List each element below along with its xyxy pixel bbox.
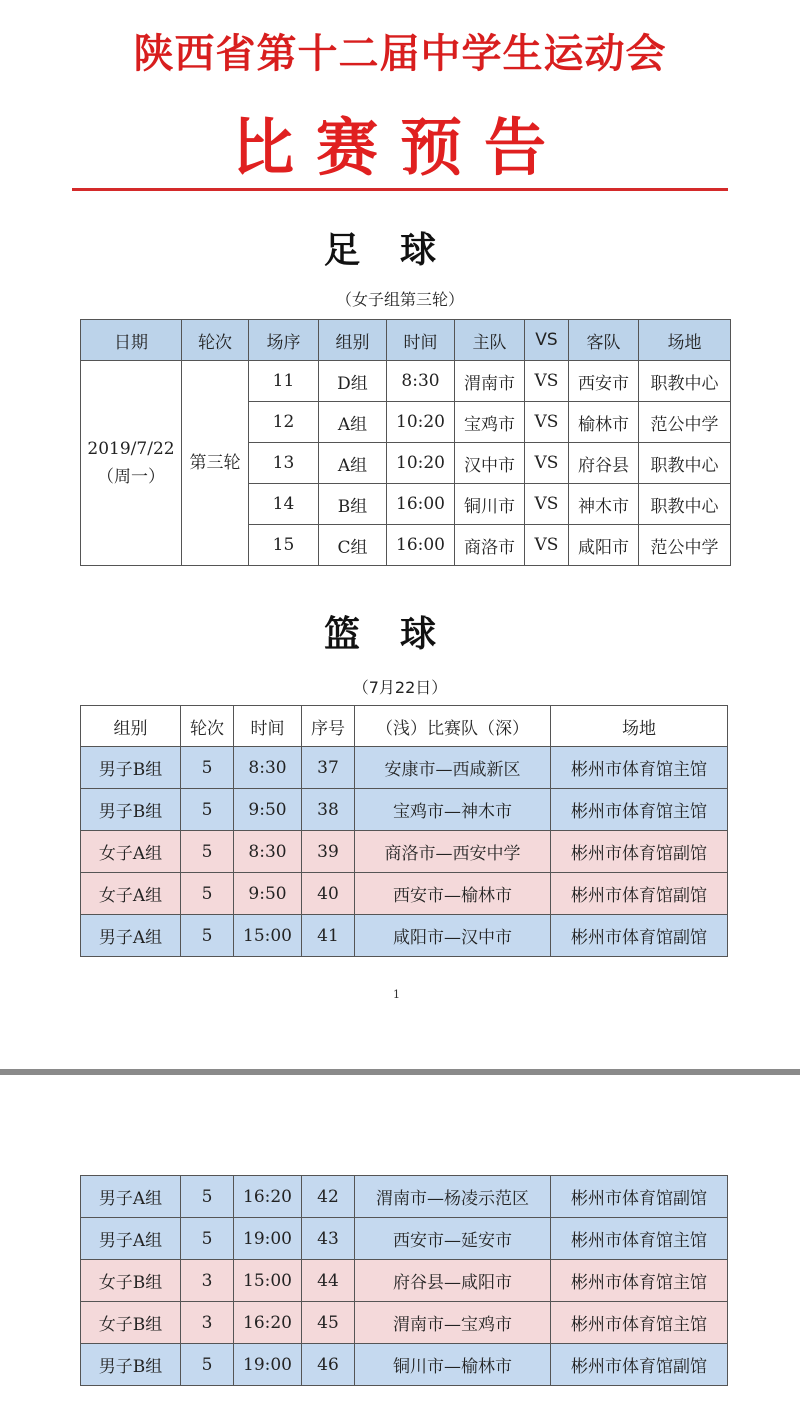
home-team: 铜川市 [455, 484, 525, 525]
venue: 彬州市体育馆副馆 [551, 831, 728, 873]
match-date: 2019/7/22 [87, 439, 175, 459]
time: 9:50 [234, 789, 302, 831]
time: 16:00 [387, 525, 455, 566]
group: 男子A组 [81, 1176, 181, 1218]
group: 男子B组 [81, 789, 181, 831]
match-number: 12 [249, 402, 319, 443]
away-team: 榆林市 [569, 402, 639, 443]
notice-title: 比赛预告 [231, 111, 568, 184]
venue: 职教中心 [639, 443, 731, 484]
group: A组 [319, 443, 387, 484]
teams: 渭南市—杨凌示范区 [355, 1176, 551, 1218]
table-row [81, 873, 728, 915]
vs-label: VS [525, 443, 569, 484]
table-row [81, 1344, 728, 1386]
group: 男子A组 [81, 915, 181, 957]
football-header-cell: 主队 [455, 320, 525, 361]
teams: 府谷县—咸阳市 [355, 1260, 551, 1302]
group: D组 [319, 361, 387, 402]
page-separator [0, 1066, 800, 1078]
time: 10:20 [387, 402, 455, 443]
match-number: 14 [249, 484, 319, 525]
teams: 安康市—西咸新区 [355, 747, 551, 789]
teams: 宝鸡市—神木市 [355, 789, 551, 831]
football-schedule-table [80, 319, 731, 566]
venue: 彬州市体育馆副馆 [551, 1176, 728, 1218]
match-number: 45 [302, 1302, 355, 1344]
venue: 彬州市体育馆主馆 [551, 1218, 728, 1260]
table-row [81, 1302, 728, 1344]
table-row [81, 831, 728, 873]
venue: 彬州市体育馆主馆 [551, 1302, 728, 1344]
venue: 彬州市体育馆副馆 [551, 915, 728, 957]
venue: 彬州市体育馆副馆 [551, 873, 728, 915]
venue: 职教中心 [639, 484, 731, 525]
football-round-caption: （女子组第三轮） [335, 290, 464, 309]
away-team: 神木市 [569, 484, 639, 525]
basketball-header-row [81, 706, 728, 747]
football-header-cell: 场地 [639, 320, 731, 361]
venue: 范公中学 [639, 525, 731, 566]
basketball-header-cell: 轮次 [181, 706, 234, 747]
basketball-header-cell: 序号 [302, 706, 355, 747]
group: 女子B组 [81, 1302, 181, 1344]
round: 3 [181, 1302, 234, 1344]
table-row [81, 1176, 728, 1218]
vs-label: VS [525, 361, 569, 402]
football-header-cell: 组别 [319, 320, 387, 361]
away-team: 咸阳市 [569, 525, 639, 566]
match-number: 39 [302, 831, 355, 873]
basketball-section-title: 篮球 [323, 614, 476, 655]
home-team: 宝鸡市 [455, 402, 525, 443]
basketball-date-caption: （7月22日） [352, 678, 448, 697]
group: 女子A组 [81, 873, 181, 915]
round: 5 [181, 831, 234, 873]
vs-label: VS [525, 484, 569, 525]
home-team: 商洛市 [455, 525, 525, 566]
table-row [81, 747, 728, 789]
round: 5 [181, 789, 234, 831]
round: 5 [181, 873, 234, 915]
match-number: 38 [302, 789, 355, 831]
table-row [81, 1260, 728, 1302]
table-row [81, 361, 731, 402]
match-weekday: （周一） [97, 467, 165, 487]
group: A组 [319, 402, 387, 443]
teams: 西安市—延安市 [355, 1218, 551, 1260]
away-team: 府谷县 [569, 443, 639, 484]
basketball-header-cell: 组别 [81, 706, 181, 747]
round: 5 [181, 1176, 234, 1218]
venue: 彬州市体育馆副馆 [551, 1344, 728, 1386]
venue: 彬州市体育馆主馆 [551, 1260, 728, 1302]
group: 女子A组 [81, 831, 181, 873]
match-number: 37 [302, 747, 355, 789]
time: 8:30 [234, 831, 302, 873]
vs-label: VS [525, 525, 569, 566]
time: 16:20 [234, 1176, 302, 1218]
home-team: 汉中市 [455, 443, 525, 484]
group: 女子B组 [81, 1260, 181, 1302]
football-header-cell: 轮次 [182, 320, 249, 361]
away-team: 西安市 [569, 361, 639, 402]
table-row [81, 789, 728, 831]
match-number: 40 [302, 873, 355, 915]
round: 5 [181, 1218, 234, 1260]
table-row [81, 1218, 728, 1260]
match-number: 13 [249, 443, 319, 484]
teams: 铜川市—榆林市 [355, 1344, 551, 1386]
match-number: 41 [302, 915, 355, 957]
football-header-cell: 场序 [249, 320, 319, 361]
match-number: 44 [302, 1260, 355, 1302]
football-header-row [81, 320, 731, 361]
venue: 范公中学 [639, 402, 731, 443]
page-number: 1 [393, 988, 400, 1001]
time: 16:20 [234, 1302, 302, 1344]
round: 5 [181, 747, 234, 789]
group: 男子B组 [81, 1344, 181, 1386]
match-date-cell [81, 361, 182, 566]
match-number: 15 [249, 525, 319, 566]
teams: 西安市—榆林市 [355, 873, 551, 915]
teams: 咸阳市—汉中市 [355, 915, 551, 957]
round: 5 [181, 1344, 234, 1386]
home-team: 渭南市 [455, 361, 525, 402]
time: 16:00 [387, 484, 455, 525]
time: 15:00 [234, 1260, 302, 1302]
round: 3 [181, 1260, 234, 1302]
match-number: 42 [302, 1176, 355, 1218]
time: 19:00 [234, 1344, 302, 1386]
basketball-schedule-table [80, 705, 728, 957]
vs-label: VS [525, 402, 569, 443]
venue: 职教中心 [639, 361, 731, 402]
group: B组 [319, 484, 387, 525]
venue: 彬州市体育馆主馆 [551, 747, 728, 789]
basketball-header-cell: （浅）比赛队（深） [355, 706, 551, 747]
time: 8:30 [387, 361, 455, 402]
group: 男子B组 [81, 747, 181, 789]
venue: 彬州市体育馆主馆 [551, 789, 728, 831]
time: 9:50 [234, 873, 302, 915]
teams: 渭南市—宝鸡市 [355, 1302, 551, 1344]
table-row [81, 915, 728, 957]
football-header-cell: VS [525, 320, 569, 361]
time: 8:30 [234, 747, 302, 789]
teams: 商洛市—西安中学 [355, 831, 551, 873]
basketball-header-cell: 场地 [551, 706, 728, 747]
match-number: 46 [302, 1344, 355, 1386]
time: 10:20 [387, 443, 455, 484]
match-number: 11 [249, 361, 319, 402]
event-title: 陕西省第十二届中学生运动会 [133, 31, 667, 77]
time: 19:00 [234, 1218, 302, 1260]
football-section-title: 足球 [323, 230, 476, 271]
title-divider [72, 188, 728, 191]
time: 15:00 [234, 915, 302, 957]
football-header-cell: 时间 [387, 320, 455, 361]
basketball-header-cell: 时间 [234, 706, 302, 747]
round: 5 [181, 915, 234, 957]
football-header-cell: 日期 [81, 320, 182, 361]
group: 男子A组 [81, 1218, 181, 1260]
match-round: 第三轮 [182, 361, 249, 566]
match-number: 43 [302, 1218, 355, 1260]
group: C组 [319, 525, 387, 566]
basketball-schedule-table-continued [80, 1175, 728, 1386]
football-header-cell: 客队 [569, 320, 639, 361]
